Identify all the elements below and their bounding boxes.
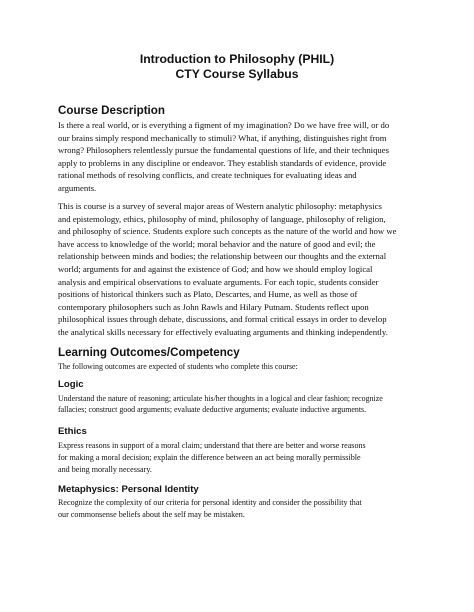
- text-line: apply to problems in any discipline or endeavor. They establish standards of evidence, provide: [58, 157, 387, 168]
- text-line: our commonsense beliefs about the self may be mistaken.: [58, 510, 245, 519]
- text-line: and being morally necessary.: [58, 465, 152, 474]
- document-title: Introduction to Philosophy (PHIL): [139, 52, 335, 66]
- text-line: This is course is a survey of several major areas of Western analytic philosophy: metaphysics: [58, 201, 382, 211]
- text-line: and philosophy of science. Students explore such concepts as the nature of the world and how we: [58, 226, 397, 237]
- text-line: contemporary philosophers such as John Rawls and Hilary Putnam. Students reflect upon: [58, 301, 369, 312]
- logic-heading: Logic: [58, 379, 84, 390]
- text-line: rational methods of resolving conflicts, and create techniques for evaluating ideas and: [58, 170, 357, 181]
- text-line: for making a moral decision; explain the difference between an act being morally permissible: [58, 453, 361, 462]
- ethics-paragraph: [58, 440, 428, 476]
- logic-paragraph: [58, 393, 428, 415]
- text-line: philosophical issues through debate, discussions, and formal critical essays in order to develop: [58, 314, 387, 325]
- text-line: Is there a real world, or is everything a figment of my imagination? Do we have free will, or do: [58, 120, 390, 130]
- text-line: have access to knowledge of the world; moral behavior and the nature of good and evil; the: [58, 238, 376, 249]
- course-description-paragraph-2: [58, 200, 428, 339]
- text-line: the analytical skills necessary for effectively evaluating arguments and thinking independently.: [58, 326, 388, 337]
- text-line: arguments.: [58, 182, 97, 193]
- text-line: Understand the nature of reasoning; articulate his/her thoughts in a logical and clear fashion; recognize: [58, 394, 383, 403]
- metaphysics-heading: Metaphysics: Personal Identity: [58, 484, 199, 495]
- text-line: world; arguments for and against the existence of God; and how we should employ logical: [58, 263, 373, 274]
- course-description-paragraph-1: [58, 119, 428, 195]
- ethics-heading: Ethics: [58, 426, 87, 437]
- text-line: relationship between minds and bodies; the relationship between our thoughts and the external: [58, 251, 387, 262]
- learning-outcomes-heading: Learning Outcomes/Competency: [58, 346, 240, 359]
- text-line: analysis and empirical observations to evaluate arguments. For each topic, students consider: [58, 276, 379, 287]
- text-line: fallacies; construct good arguments; evaluate deductive arguments; evaluate inductive arguments.: [58, 405, 367, 414]
- document-subtitle: CTY Course Syllabus: [175, 67, 299, 81]
- text-line: our brains simply respond mechanically to stimuli? What, if anything, distinguishes right from: [58, 132, 387, 143]
- text-line: positions of historical thinkers such as Plato, Descartes, and Hume, as well as those of: [58, 289, 358, 300]
- text-line: Recognize the complexity of our criteria for personal identity and consider the possibility that: [58, 498, 362, 507]
- metaphysics-paragraph: [58, 497, 428, 521]
- course-description-heading: Course Description: [58, 104, 165, 117]
- learning-outcomes-intro: [58, 361, 428, 372]
- text-line: wrong? Philosophers relentlessly pursue the fundamental questions of life, and their techniques: [58, 145, 390, 156]
- text-line: and epistemology, ethics, philosophy of mind, philosophy of language, philosophy of religion,: [58, 213, 386, 224]
- text-line: The following outcomes are expected of students who complete this course:: [58, 362, 298, 371]
- text-line: Express reasons in support of a moral claim; understand that there are better and worse reasons: [58, 441, 366, 450]
